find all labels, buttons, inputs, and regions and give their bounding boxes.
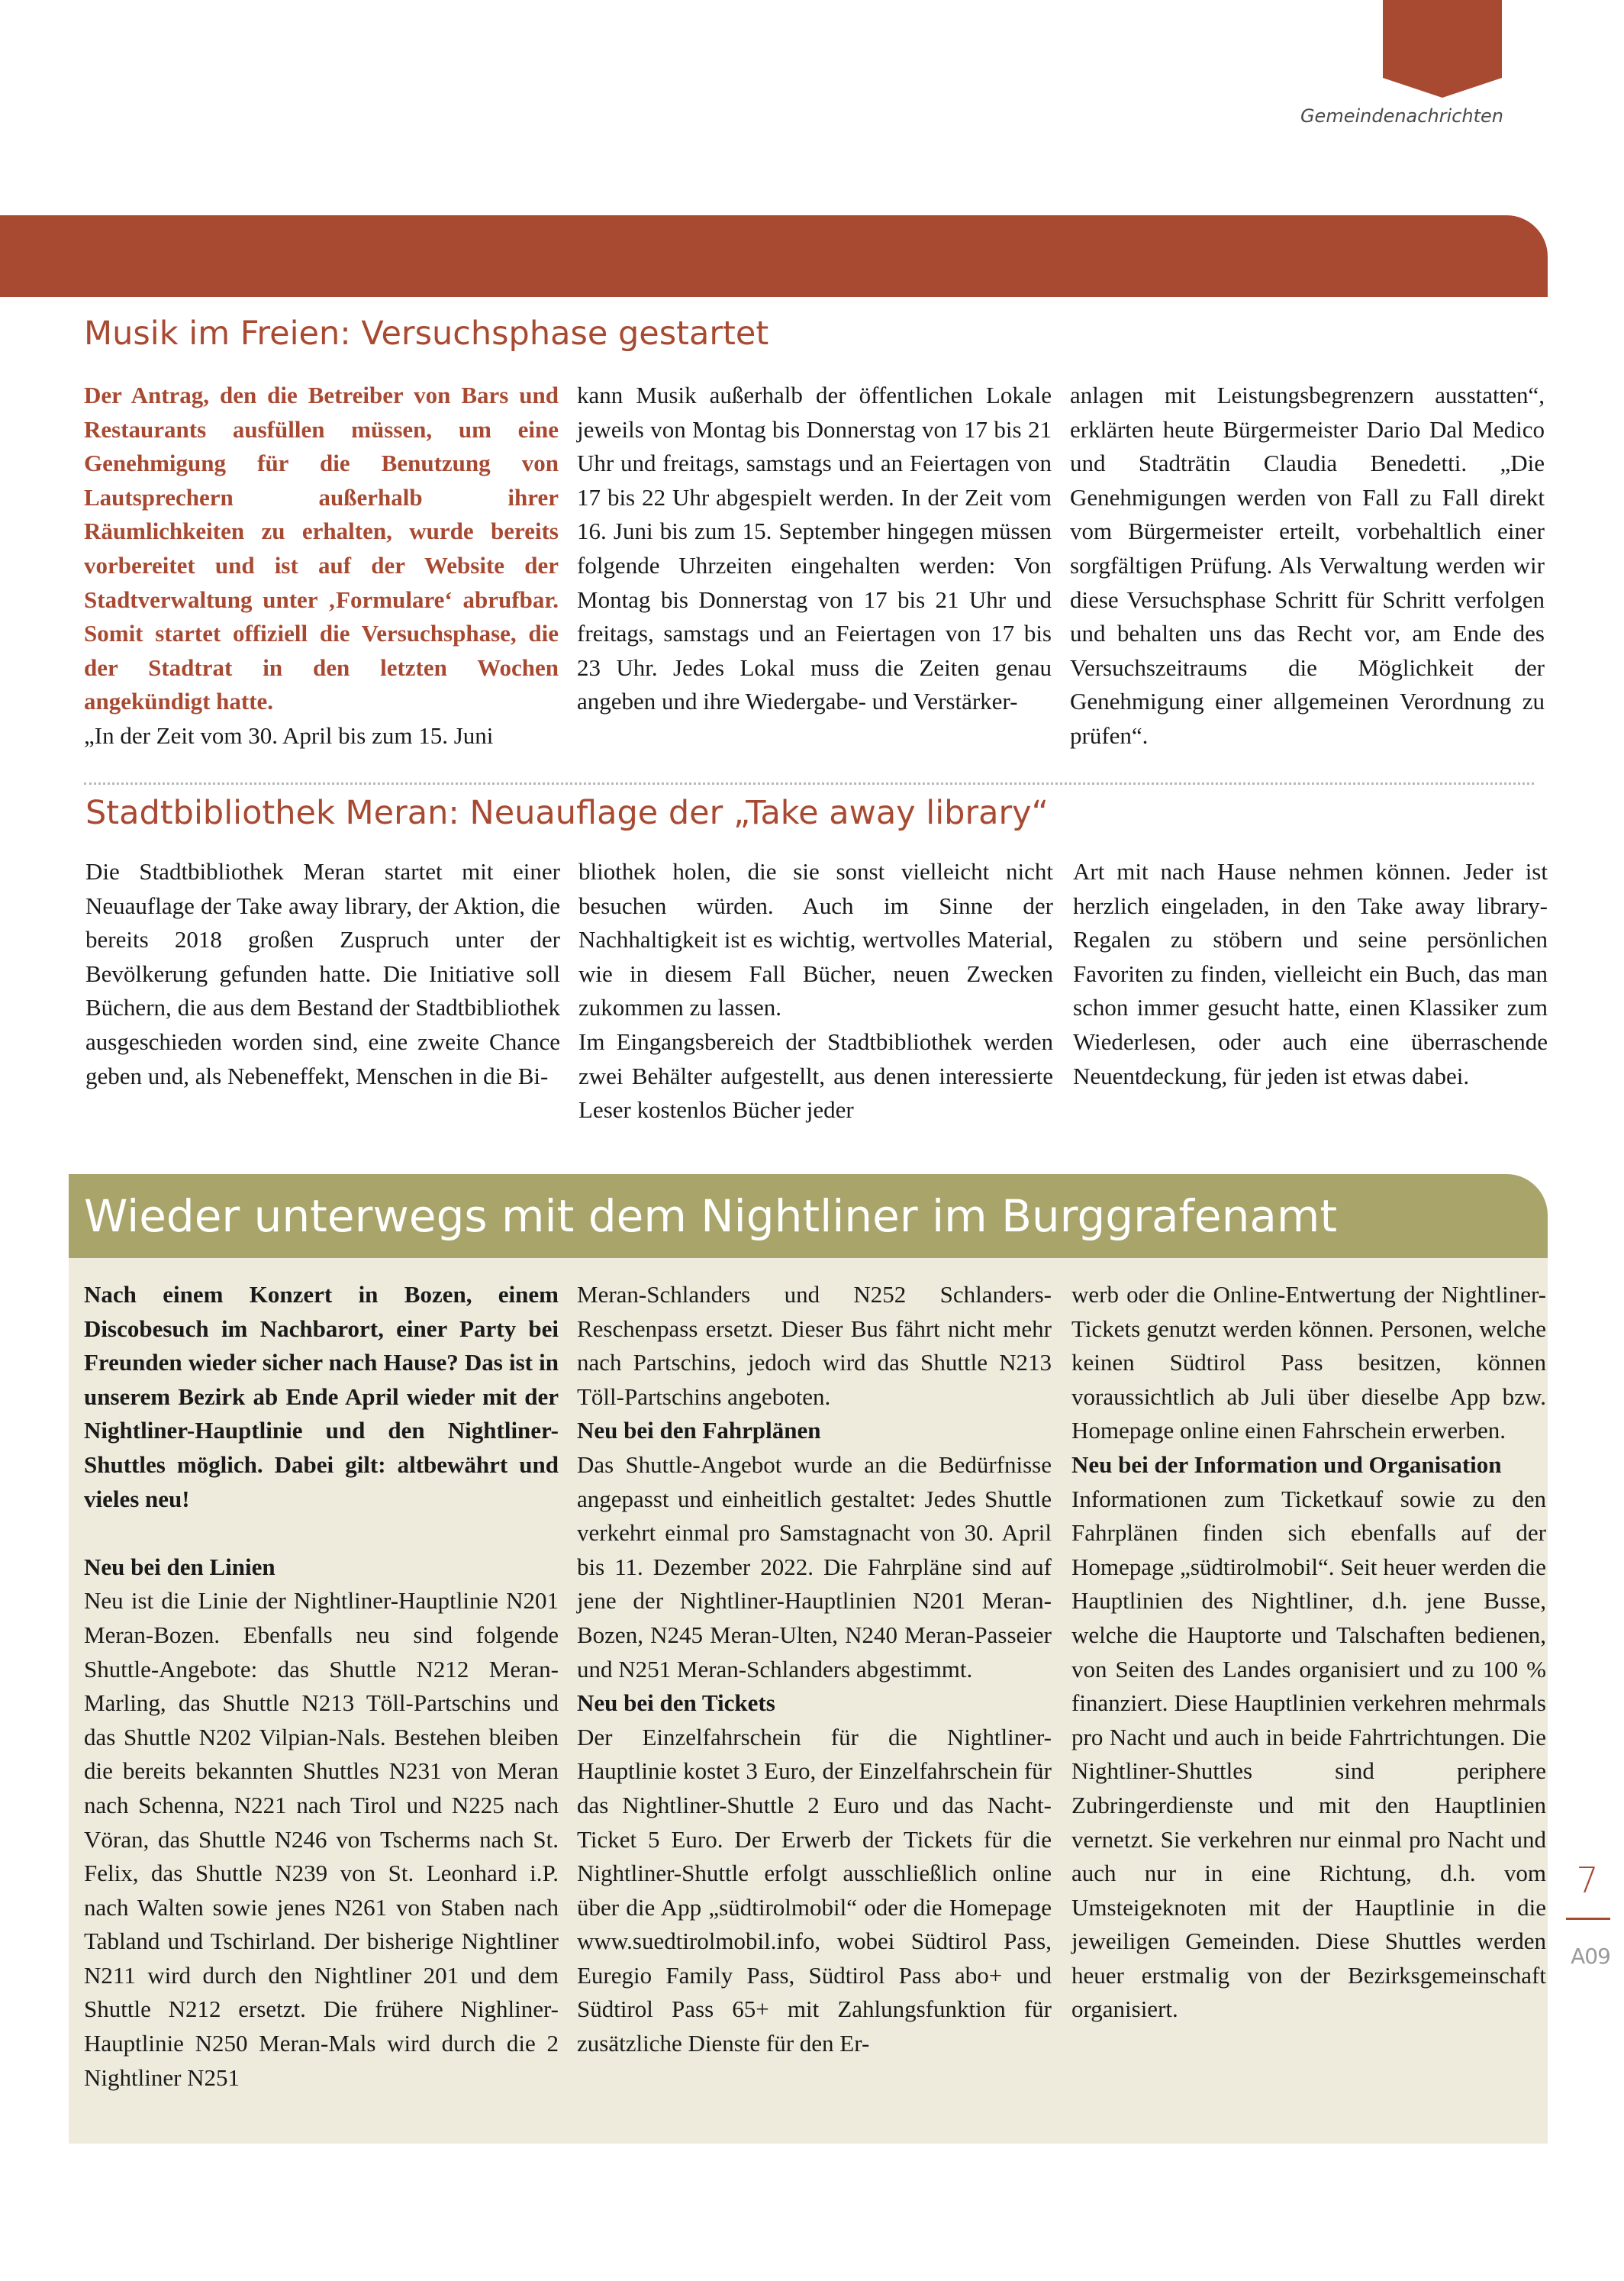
- section-label: Gemeindenachrichten: [1300, 105, 1503, 127]
- article3-column-2: [577, 1278, 1052, 2061]
- subheading-fahrplaene: Neu bei den Fahrplänen: [577, 1417, 821, 1444]
- article2-paragraph: bliothek holen, die sie sonst vielleicht nicht besuchen würden. Auch im Sinne der Nachhaltigkeit ist es wichtig, wertvolles Material, wie in diesem Fall Bücher, neuen Zwecken zukommen zu lassen.: [578, 858, 1053, 1021]
- article3-column-3: [1071, 1278, 1546, 2027]
- article3-header-band: [69, 1174, 1548, 1258]
- issue-code: A09: [1571, 1944, 1610, 1969]
- header-tab-decoration: [1383, 0, 1502, 98]
- subheading-information: Neu bei der Information und Organisation: [1071, 1450, 1502, 1478]
- article1-paragraph: kann Musik außerhalb der öffentlichen Lokale jeweils von Montag bis Donnerstag von 17 bis 21 Uhr und freitags, samstags und an Feiertagen von 17 bis 22 Uhr abgespielt werden. In der Zeit vom 16. Juni bis zum 15. September hingegen müssen folgende Uhrzeiten eingehalten werden: Von Montag bis Donnerstag von 17 bis 21 Uhr und freitags, samstags und an Feiertagen von 17 bis 23 Uhr. Jedes Lokal muss die Zeiten genau angeben und ihre Wiedergabe- und Verstärker-: [577, 382, 1052, 715]
- article1-column-1: [84, 379, 559, 753]
- page-number: 7: [1576, 1860, 1599, 1901]
- subheading-linien: Neu bei den Linien: [84, 1553, 276, 1580]
- article1-paragraph: „In der Zeit vom 30. April bis zum 15. Juni: [84, 721, 494, 749]
- article3-paragraph: werb oder die Online-Entwertung der Nightliner-Tickets genutzt werden können. Personen, welche keinen Südtirol Pass besitzen, können voraussichtlich ab Juli über dieselbe App bzw. Homepage online einen Fahrschein erwerben.: [1071, 1281, 1546, 1444]
- article1-paragraph: anlagen mit Leistungsbegrenzern ausstatten“, erklärten heute Bürgermeister Dario Dal Medico und Stadträtin Claudia Benedetti. „Die Genehmigungen werden von Fall zu Fall direkt vom Bürgermeister erteilt, vorbehaltlich einer sorgfältigen Prüfung. Als Verwaltung werden wir diese Versuchsphase Schritt für Schritt verfolgen und behalten uns das Recht vor, am Ende des Versuchszeitraums die Möglichkeit der Genehmigung einer allgemeinen Verordnung zu prüfen“.: [1070, 382, 1545, 749]
- article1-lead: Der Antrag, den die Betreiber von Bars und Restaurants ausfüllen müssen, um eine Genehmigung für die Benutzung von Lautsprechern außerhalb ihrer Räumlichkeiten zu erhalten, wurde bereits vorbereitet und ist auf der Website der Stadtverwaltung unter ‚Formulare‘ abrufbar. Somit startet offiziell die Versuchsphase, die der Stadtrat in den letzten Wochen angekündigt hatte.: [84, 382, 559, 715]
- dotted-divider: [84, 782, 1534, 785]
- article3-paragraph: Das Shuttle-Angebot wurde an die Bedürfnisse angepasst und einheitlich gestaltet: Jedes Shuttle verkehrt einmal pro Samstagnacht von 30. April bis 11. Dezember 2022. Die Fahrpläne sind auf jene der Nightliner-Hauptlinien N201 Meran-Bozen, N245 Meran-Ulten, N240 Meran-Passeier und N251 Meran-Schlanders abgestimmt.: [577, 1450, 1052, 1683]
- article2-paragraph: Art mit nach Hause nehmen können. Jeder ist herzlich eingeladen, in den Take away library-Regalen zu stöbern und seine persönlichen Favoriten zu finden, vielleicht ein Buch, das man schon immer gesucht hatte, einen Klassiker zum Wiederlesen, oder auch eine überraschende Neuentdeckung, für jeden ist etwas dabei.: [1073, 858, 1548, 1089]
- article2-paragraph: Im Eingangsbereich der Stadtbibliothek werden zwei Behälter aufgestellt, aus denen interessierte Leser kostenlos Bücher jeder: [578, 1028, 1053, 1124]
- article3-lead: Nach einem Konzert in Bozen, einem Discobesuch im Nachbarort, einer Party bei Freunden wieder sicher nach Hause? Das ist in unserem Bezirk ab Ende April wieder mit der Nightliner-Hauptlinie und den Nightliner-Shuttles möglich. Dabei gilt: altbewährt und vieles neu!: [84, 1281, 559, 1512]
- article3-column-1: [84, 1278, 559, 2095]
- page-number-rule: [1566, 1918, 1610, 1920]
- spacer: [84, 1516, 559, 1550]
- article3-paragraph: Neu ist die Linie der Nightliner-Hauptlinie N201 Meran-Bozen. Ebenfalls neu sind folgende Shuttle-Angebote: das Shuttle N212 Meran-Marling, das Shuttle N213 Töll-Partschins und das Shuttle N202 Vilpian-Nals. Bestehen bleiben die bereits bekannten Shuttles N231 von Meran nach Schenna, N221 nach Tirol und N225 nach Vöran, das Shuttle N246 von Tscherms nach St. Felix, das Shuttle N239 von St. Leonhard i.P. nach Walten sowie jenes N261 von Staben nach Tabland und Tschirland. Der bisherige Nightliner N211 wird durch den Nightliner 201 und dem Shuttle N212 ersetzt. Die frühere Nighliner-Hauptlinie N250 Meran-Mals wird durch die 2 Nightliner N251: [84, 1587, 559, 2091]
- article-title-musik: Musik im Freien: Versuchsphase gestartet: [84, 315, 769, 353]
- top-color-band: [0, 215, 1548, 297]
- article3-paragraph: Meran-Schlanders und N252 Schlanders-Reschenpass ersetzt. Dieser Bus fährt nicht mehr nach Partschins, jedoch wird das Shuttle N213 Töll-Partschins angeboten.: [577, 1281, 1052, 1410]
- article3-paragraph: Informationen zum Ticketkauf sowie zu den Fahrplänen finden sich ebenfalls auf der Homepage „südtirolmobil“. Seit heuer werden die Hauptlinien des Nightliner, d.h. jene Busse, welche die Hauptorte und Talschaften bedienen, von Seiten des Landes organisiert und zu 100 % finanziert. Diese Hauptlinien verkehren mehrmals pro Nacht und auch in beide Fahrtrichtungen. Die Nightliner-Shuttles sind periphere Zubringerdienste und mit den Hauptlinien vernetzt. Sie verkehren nur einmal pro Nacht und auch nur in eine Richtung, d.h. vom Umsteigeknoten mit der Hauptlinie in die jeweiligen Gemeinden. Diese Shuttles werden heuer erstmalig von der Bezirksgemeinschaft organisiert.: [1071, 1485, 1546, 2023]
- subheading-tickets: Neu bei den Tickets: [577, 1689, 775, 1717]
- article2-column-1: [85, 855, 560, 1093]
- article-title-bibliothek: Stadtbibliothek Meran: Neuauflage der „Take away library“: [85, 794, 1049, 832]
- article1-column-3: [1070, 379, 1545, 753]
- article2-column-2: [578, 855, 1053, 1128]
- article-title-nightliner: Wieder unterwegs mit dem Nightliner im Burggrafenamt: [84, 1190, 1338, 1242]
- article2-paragraph: Die Stadtbibliothek Meran startet mit einer Neuauflage der Take away library, der Aktion, die bereits 2018 großen Zuspruch unter der Bevölkerung gefunden hatte. Die Initiative soll Büchern, die aus dem Bestand der Stadtbibliothek ausgeschieden worden sind, eine zweite Chance geben und, als Nebeneffekt, Menschen in die Bi-: [85, 858, 560, 1089]
- article1-column-2: [577, 379, 1052, 719]
- article2-column-3: [1073, 855, 1548, 1093]
- article3-paragraph: Der Einzelfahrschein für die Nightliner-Hauptlinie kostet 3 Euro, der Einzelfahrschein für das Nightliner-Shuttle 2 Euro und das Nacht-Ticket 5 Euro. Der Erwerb der Tickets für die Nightliner-Shuttle erfolgt ausschließlich online über die App „südtirolmobil“ oder die Homepage www.suedtirolmobil.info, wobei Südtirol Pass, Euregio Family Pass, Südtirol Pass abo+ und Südtirol Pass 65+ mit Zahlungsfunktion für zusätzliche Dienste für den Er-: [577, 1723, 1052, 2057]
